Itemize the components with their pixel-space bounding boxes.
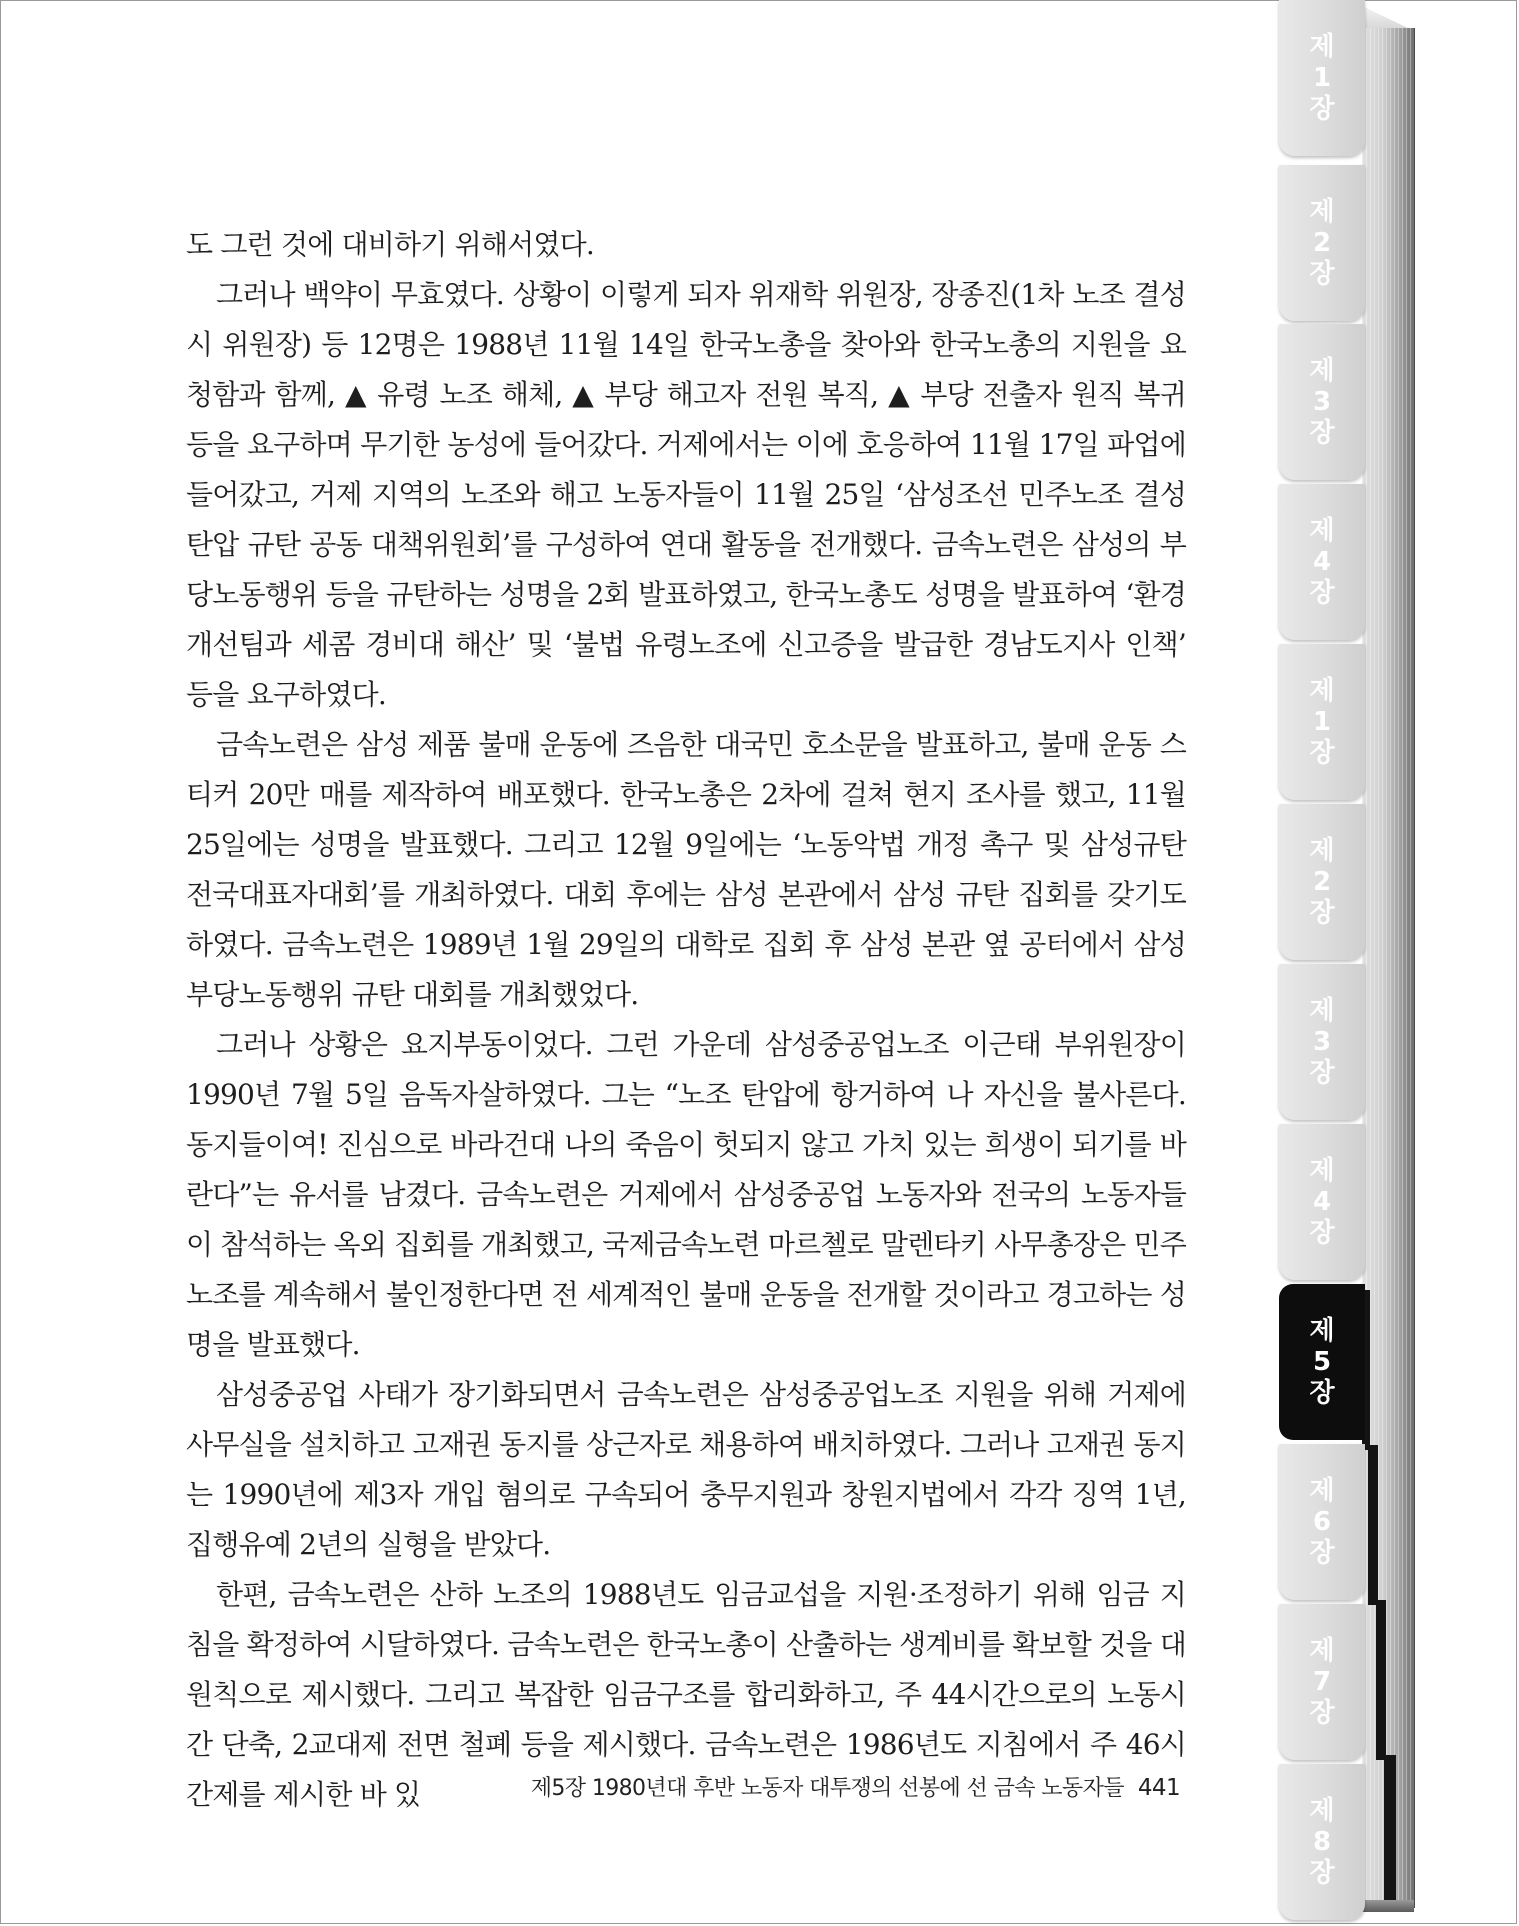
tab-char: 제	[1309, 675, 1335, 706]
running-title: 제5장 1980년대 후반 노동자 대투쟁의 선봉에 선 금속 노동자들	[530, 1776, 1124, 1801]
tab-char: 장	[1309, 1217, 1335, 1248]
tab-char: 장	[1309, 1697, 1335, 1728]
tab-char: 1	[1312, 706, 1332, 737]
tab-char: 장	[1309, 577, 1335, 608]
paragraph: 삼성중공업 사태가 장기화되면서 금속노련은 삼성중공업노조 지원을 위해 거제에 사무실을 설치하고 고재권 동지를 상근자로 채용하여 배치하였다. 그러나 고재권 동지는 1990년에 제3자 개입 혐의로 구속되어 충무지원과 창원지법에서 각각 징역 1년, 집행유예 2년의 실형을 받았다.	[186, 1378, 1186, 1561]
chapter-tab[interactable]	[1279, 324, 1365, 480]
paragraph: 한편, 금속노련은 산하 노조의 1988년도 임금교섭을 지원·조정하기 위해 임금 지침을 확정하여 시달하였다. 금속노련은 한국노총이 산출하는 생계비를 확보할 것을 대원칙으로 제시했다. 그리고 복잡한 임금구조를 합리화하고, 주 44시간으로의 노동시간 단축, 2교대제 전면 철폐 등을 제시했다. 금속노련은 1986년도 지침에서 주 46시간제를 제시한 바 있	[186, 1578, 1186, 1811]
chapter-tab-active[interactable]	[1279, 1284, 1365, 1440]
tab-char: 장	[1309, 417, 1335, 448]
paragraph: 그러나 상황은 요지부동이었다. 그런 가운데 삼성중공업노조 이근태 부위원장이 1990년 7월 5일 음독자살하였다. 그는 “노조 탄압에 항거하여 나 자신을 불사른다. 동지들이여! 진심으로 바라건대 나의 죽음이 헛되지 않고 가치 있는 희생이 되기를 바란다”는 유서를 남겼다. 금속노련은 거제에서 삼성중공업 노동자와 전국의 노동자들이 참석하는 옥외 집회를 개최했고, 국제금속노련 마르첼로 말렌타키 사무총장은 민주노조를 계속해서 불인정한다면 전 세계적인 불매 운동을 전개할 것이라고 경고하는 성명을 발표했다.	[186, 1028, 1186, 1361]
tab-char: 장	[1309, 1377, 1335, 1408]
tab-char: 장	[1309, 1057, 1335, 1088]
tab-char: 제	[1309, 515, 1335, 546]
edge-mark-chapter-6	[1368, 1445, 1378, 1605]
tab-char: 제	[1309, 31, 1335, 62]
tab-char: 제	[1309, 1475, 1335, 1506]
page-footer	[400, 1771, 1180, 1802]
tab-char: 6	[1312, 1506, 1332, 1537]
tab-char: 7	[1312, 1666, 1332, 1697]
tab-char: 제	[1309, 355, 1335, 386]
chapter-tab[interactable]	[1279, 1124, 1365, 1280]
tab-char: 장	[1309, 897, 1335, 928]
tab-char: 제	[1309, 1795, 1335, 1826]
tab-char: 2	[1312, 866, 1332, 897]
chapter-tab[interactable]	[1279, 484, 1365, 640]
tab-char: 8	[1312, 1826, 1332, 1857]
tab-char: 제	[1309, 1635, 1335, 1666]
body-text	[186, 220, 1186, 1820]
chapter-tab[interactable]	[1279, 1764, 1365, 1920]
tab-char: 제	[1309, 1315, 1335, 1346]
chapter-tab[interactable]	[1279, 0, 1365, 156]
chapter-index-tabs	[1279, 0, 1369, 1926]
chapter-tab[interactable]	[1279, 1444, 1365, 1600]
tab-char: 제	[1309, 196, 1335, 227]
tab-char: 4	[1312, 1186, 1332, 1217]
tab-char: 장	[1309, 1857, 1335, 1888]
chapter-tab[interactable]	[1279, 804, 1365, 960]
tab-char: 1	[1312, 62, 1332, 93]
paragraph: 도 그런 것에 대비하기 위해서였다.	[186, 228, 594, 261]
tab-char: 2	[1312, 227, 1332, 258]
chapter-tab[interactable]	[1279, 964, 1365, 1120]
tab-char: 장	[1309, 737, 1335, 768]
page-number: 441	[1137, 1775, 1180, 1801]
tab-char: 3	[1312, 1026, 1332, 1057]
tab-char: 장	[1309, 1537, 1335, 1568]
tab-char: 4	[1312, 546, 1332, 577]
edge-mark-chapter-7	[1376, 1600, 1386, 1760]
chapter-tab[interactable]	[1279, 644, 1365, 800]
tab-char: 장	[1309, 258, 1335, 289]
tab-char: 3	[1312, 386, 1332, 417]
tab-char: 제	[1309, 995, 1335, 1026]
tab-char: 제	[1309, 835, 1335, 866]
tab-char: 제	[1309, 1155, 1335, 1186]
book-page-edges	[1362, 28, 1415, 1908]
paragraph: 그러나 백약이 무효였다. 상황이 이렇게 되자 위재학 위원장, 장종진(1차 노조 결성 시 위원장) 등 12명은 1988년 11월 14일 한국노총을 찾아와 한국노총의 지원을 요청함과 함께, ▲ 유령 노조 해체, ▲ 부당 해고자 전원 복직, ▲ 부당 전출자 원직 복귀 등을 요구하며 무기한 농성에 들어갔다. 거제에서는 이에 호응하여 11월 17일 파업에 들어갔고, 거제 지역의 노조와 해고 노동자들이 11월 25일 ‘삼성조선 민주노조 결성 탄압 규탄 공동 대책위원회’를 구성하여 연대 활동을 전개했다. 금속노련은 삼성의 부당노동행위 등을 규탄하는 성명을 2회 발표하였고, 한국노총도 성명을 발표하여 ‘환경개선팀과 세콤 경비대 해산’ 및 ‘불법 유령노조에 신고증을 발급한 경남도지사 인책’ 등을 요구하였다.	[186, 278, 1186, 711]
chapter-tab[interactable]	[1279, 165, 1365, 321]
paragraph: 금속노련은 삼성 제품 불매 운동에 즈음한 대국민 호소문을 발표하고, 불매 운동 스티커 20만 매를 제작하여 배포했다. 한국노총은 2차에 걸쳐 현지 조사를 했고, 11월 25일에는 성명을 발표했다. 그리고 12월 9일에는 ‘노동악법 개정 촉구 및 삼성규탄 전국대표자대회’를 개최하였다. 대회 후에는 삼성 본관에서 삼성 규탄 집회를 갖기도 하였다. 금속노련은 1989년 1월 29일의 대학로 집회 후 삼성 본관 옆 공터에서 삼성 부당노동행위 규탄 대회를 개최했었다.	[186, 728, 1186, 1011]
chapter-tab[interactable]	[1279, 1604, 1365, 1760]
edge-mark-chapter-8	[1384, 1755, 1396, 1900]
tab-char: 장	[1309, 93, 1335, 124]
tab-char: 5	[1312, 1346, 1332, 1377]
